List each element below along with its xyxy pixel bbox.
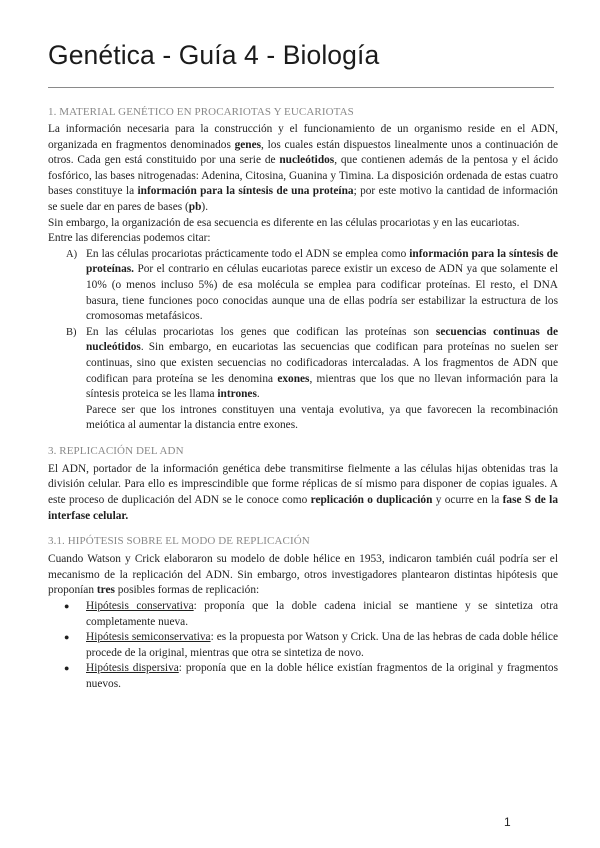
hypotheses-list xyxy=(48,599,558,693)
list-marker: A) xyxy=(66,248,78,260)
paragraph: Cuando Watson y Crick elaboraron su modelo de doble hélice en 1953, indicaron también cuál podría ser el mecanismo de la replicación del ADN. Sin embargo, otros investigadores plantearon distintas hipótesis que proponían tres posibles formas de replicación: xyxy=(48,553,558,597)
list-item: ● Hipótesis conservativa: proponía que la doble cadena inicial se mantiene y se sintetiza otra completamente nueva. xyxy=(64,600,559,628)
list-item: ● Hipótesis semiconservativa: es la propuesta por Watson y Crick. Una de las hebras de cada doble hélice procede de la original, mientras que otra se sintetiza de novo. xyxy=(64,631,558,659)
bullet-icon: ● xyxy=(64,632,70,643)
paragraph: La información necesaria para la construcción y el funcionamiento de un organismo reside en el ADN, organizada en fragmentos denominados genes, los cuales están dispuestos linealmente unos a continuación de otros. Cada gen está constituido por una serie de nucleótidos, que contienen además de la pentosa y el ácido fosfórico, las bases nitrogenadas: Adenina, Citosina, Guanina y Timina. La disposición ordenada de estas cuatro bases constituye la información para la síntesis de una proteína; por este motivo la cantidad de información se suele dar en pares de bases (pb). xyxy=(48,123,558,213)
differences-list xyxy=(48,247,558,434)
paragraph: Sin embargo, la organización de esa secuencia es diferente en las células procariotas y en las eucariotas. xyxy=(48,216,520,229)
hypothesis-term: Hipótesis dispersiva xyxy=(86,662,179,675)
list-item: B) En las células procariotas los genes que codifican las proteínas son secuencias continuas de nucleótidos. Sin embargo, en eucariotas las secuencias que codifican para proteínas no suelen ser continuas, sino que existen secuencias no codificadoras intercaladas. A los fragmentos de ADN que codifican para proteína se les denomina exones, mientras que los que no llevan información para la síntesis proteica se les llama intrones. Parece ser que los intrones constituyen una ventaja evolutiva, ya que favorecen la recombinación meiótica al aumentar la distancia entre exones. xyxy=(48,325,558,434)
hypothesis-term: Hipótesis conservativa xyxy=(86,600,194,613)
list-item: A) En las células procariotas prácticamente todo el ADN se emplea como información para la síntesis de proteínas. Por el contrario en células eucariotas parece existir un exceso de ADN ya que solamente el 10% (o menos incluso 5%) de esa molécula se emplea para codificar proteínas. El resto, el DNA basura, tiene funciones poco conocidas aunque una de ellas podría ser estabilizar la estructura de los cromosomas metafásicos. xyxy=(66,247,558,323)
section-replicacion xyxy=(48,444,558,524)
section-heading: 3.1. HIPÓTESIS SOBRE EL MODO DE REPLICACIÓN xyxy=(48,535,310,548)
hypothesis-term: Hipótesis semiconservativa xyxy=(86,631,211,644)
section-material-genetico xyxy=(48,105,558,434)
section-hipotesis xyxy=(48,534,558,692)
list-item: ● Hipótesis dispersiva: proponía que en la doble hélice existían fragmentos de la original y fragmentos nuevos. xyxy=(64,662,559,690)
paragraph: Entre las diferencias podemos citar: xyxy=(48,232,211,245)
section-heading: 1. MATERIAL GENÉTICO EN PROCARIOTAS Y EUCARIOTAS xyxy=(48,106,354,118)
page-title: Genética - Guía 4 - Biología xyxy=(48,40,380,70)
page-number: 1 xyxy=(504,815,511,829)
list-item-continuation: Parece ser que los intrones constituyen una ventaja evolutiva, ya que favorecen la recombinación meiótica al aumentar la distancia entre exones. xyxy=(86,403,558,432)
section-heading: 3. REPLICACIÓN DEL ADN xyxy=(48,444,184,457)
paragraph: El ADN, portador de la información genética debe transmitirse fielmente a las células hijas obtenidas tras la división celular. Para ello es imprescindible que forme réplicas de sí mismo para disponer de copias iguales. A este proceso de duplicación del ADN se le conoce como replicación o duplicación y ocurre en la fase S de la interfase celular. xyxy=(48,462,558,522)
bullet-icon: ● xyxy=(64,601,70,612)
bullet-icon: ● xyxy=(64,663,70,674)
list-marker: B) xyxy=(66,326,77,338)
title-divider xyxy=(48,87,554,88)
document-page xyxy=(48,30,558,693)
